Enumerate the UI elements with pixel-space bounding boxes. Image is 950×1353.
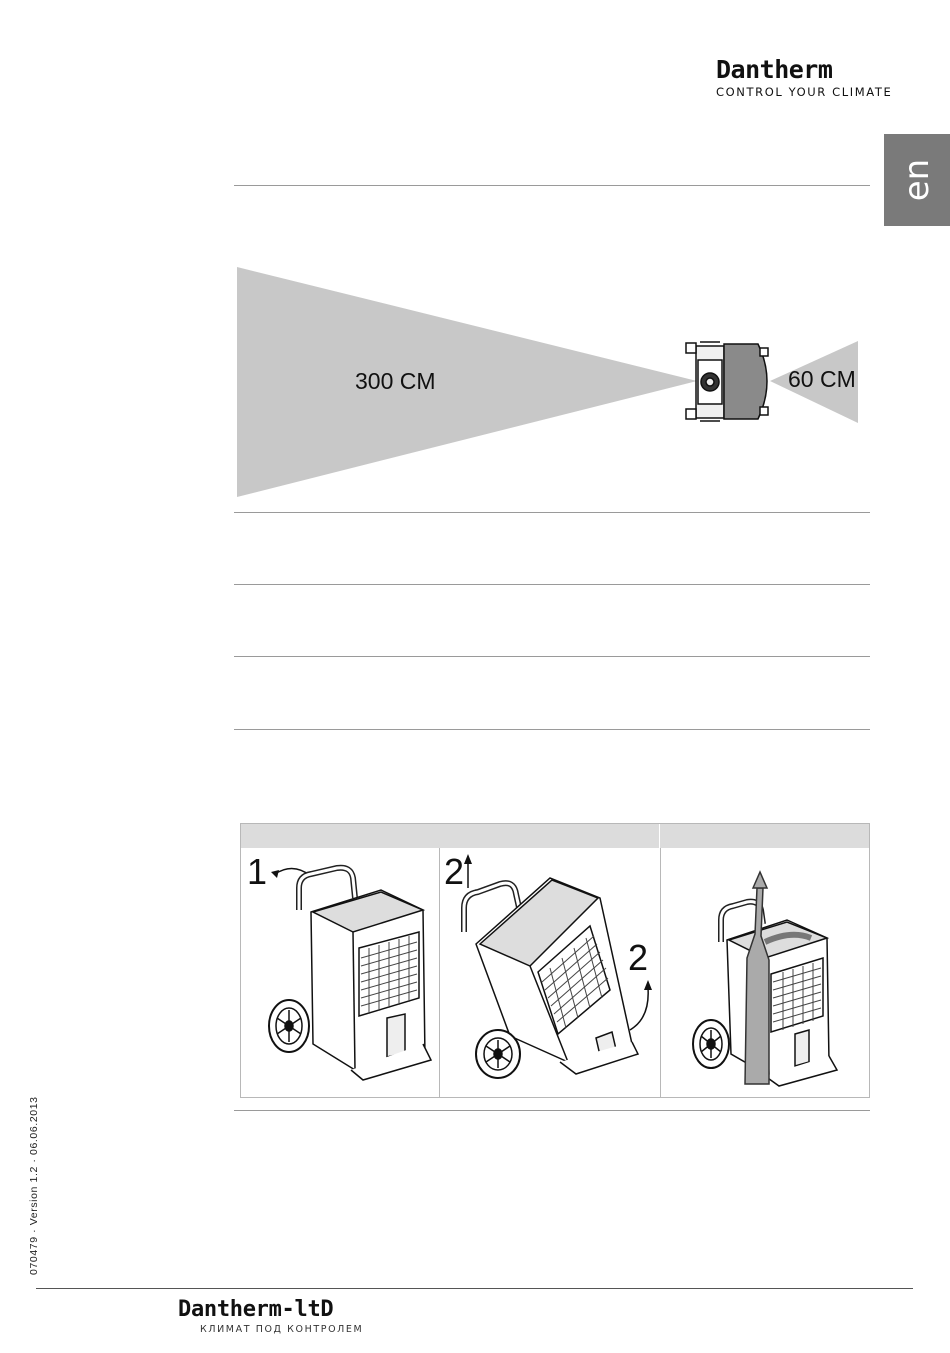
dehumidifier-top-view-icon <box>686 342 768 421</box>
brand-name: Dantherm <box>716 55 833 84</box>
footer-divider <box>36 1288 913 1289</box>
transport-illustration-table <box>240 823 870 1098</box>
header-divider <box>659 824 660 848</box>
footer-logo <box>178 1298 363 1335</box>
brand-tagline: CONTROL YOUR CLIMATE <box>716 85 893 99</box>
section-divider <box>234 729 870 730</box>
language-tab-label: en <box>897 158 937 202</box>
dehumidifier-tilt-icon <box>440 848 660 1097</box>
clearance-diagram <box>0 0 950 520</box>
section-divider <box>234 584 870 585</box>
footer-company-name: Dantherm-ltD <box>178 1297 334 1322</box>
document-version-note: 070479 · Version 1.2 · 06.06.2013 <box>28 1096 40 1275</box>
footer-company-tagline: КЛИМАТ ПОД КОНТРОЛЕМ <box>200 1324 364 1335</box>
step-2-top-number: 2 <box>444 851 465 892</box>
panel-step-2 <box>440 848 661 1097</box>
section-divider <box>234 656 870 657</box>
rear-distance-label: 60 CM <box>788 366 856 392</box>
panel-strap <box>661 848 869 1097</box>
dehumidifier-handle-fold-icon <box>241 848 439 1097</box>
step-2-side-number: 2 <box>628 937 649 978</box>
section-divider <box>234 1110 870 1111</box>
front-distance-label: 300 CM <box>355 368 436 394</box>
panel-step-1 <box>241 848 440 1097</box>
step-1-number: 1 <box>247 851 268 892</box>
dehumidifier-strap-icon <box>661 848 869 1097</box>
front-clearance-zone <box>237 267 697 497</box>
table-header <box>241 824 869 848</box>
